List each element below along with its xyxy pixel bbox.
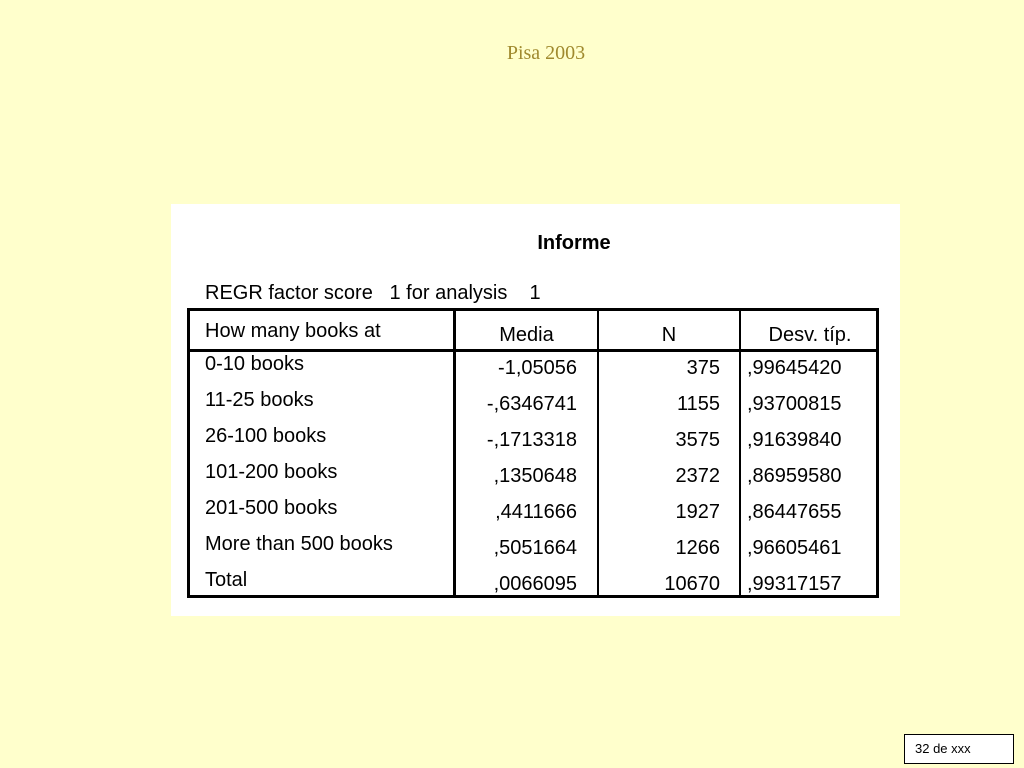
row-label: 11-25 books (205, 389, 314, 411)
cell-media: -,1713318 (486, 429, 577, 451)
cell-n: 1155 (676, 393, 720, 415)
cell-desv: ,91639840 (747, 429, 842, 451)
row-label: 101-200 books (205, 461, 338, 483)
cell-desv: ,99645420 (747, 357, 842, 379)
cell-media: ,0066095 (493, 573, 577, 595)
column-divider-n (739, 311, 741, 595)
page-indicator: 32 de xxx (904, 734, 1014, 764)
slide-title: Pisa 2003 (506, 42, 586, 64)
cell-n: 1266 (675, 537, 720, 559)
cell-n: 1927 (675, 501, 720, 523)
header-n: N (661, 324, 677, 346)
cell-desv: ,86447655 (747, 501, 842, 523)
report-title: Informe (537, 232, 611, 254)
cell-desv: ,96605461 (747, 537, 842, 559)
row-label: Total (205, 569, 248, 591)
report-subtitle: REGR factor score 1 for analysis 1 (205, 282, 541, 304)
report-table (187, 308, 879, 598)
cell-desv: ,86959580 (747, 465, 842, 487)
report-panel (171, 204, 900, 616)
cell-media: ,4411666 (495, 501, 577, 523)
cell-media: ,5051664 (493, 537, 577, 559)
cell-n: 10670 (664, 573, 720, 595)
header-media: Media (499, 324, 554, 346)
row-label: More than 500 books (205, 533, 393, 555)
header-desv: Desv. típ. (768, 324, 852, 346)
row-label: 201-500 books (205, 497, 338, 519)
row-label: 26-100 books (205, 425, 327, 447)
cell-media: -,6346741 (486, 393, 577, 415)
cell-n: 375 (686, 357, 720, 379)
cell-n: 3575 (675, 429, 720, 451)
cell-n: 2372 (675, 465, 720, 487)
cell-media: ,1350648 (493, 465, 577, 487)
header-row-label: How many books at (205, 320, 381, 342)
cell-desv: ,93700815 (747, 393, 842, 415)
row-label: 0-10 books (205, 353, 304, 375)
cell-desv: ,99317157 (747, 573, 842, 595)
cell-media: -1,05056 (498, 357, 577, 379)
